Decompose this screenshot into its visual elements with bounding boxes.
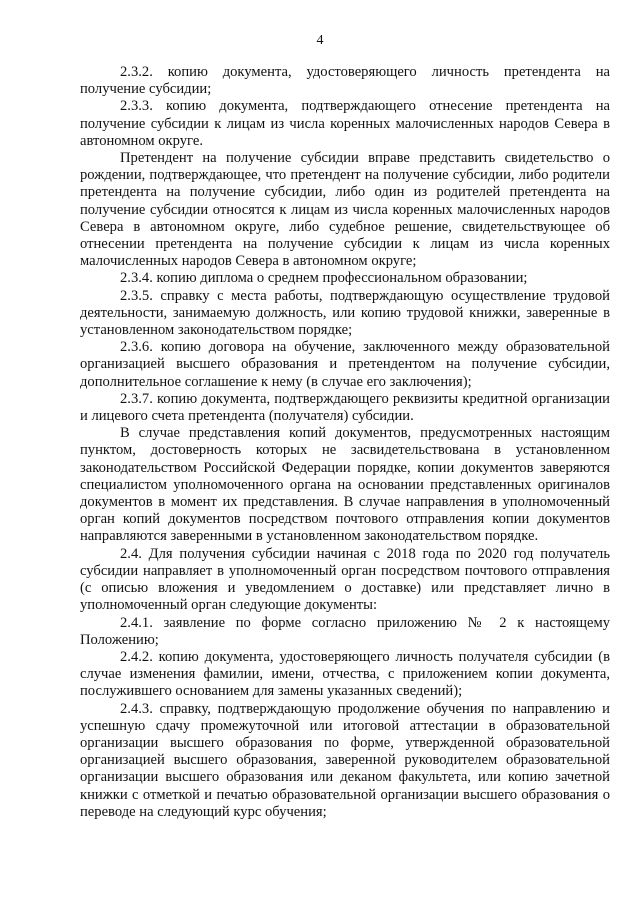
- paragraph-2-4-2: 2.4.2. копию документа, удостоверяющего личность получателя субсидии (в случае изменения фамилии, имени, отчества, с приложением копии документа, послужившего основанием для замены указанных сведений);: [80, 648, 610, 700]
- paragraph-2-4: 2.4. Для получения субсидии начиная с 2018 года по 2020 год получатель субсидии направляет в уполномоченный орган посредством почтового отправления (с описью вложения и уведомлением о доставке) или представляет лично в уполномоченный орган следующие документы:: [80, 545, 610, 614]
- paragraph-2-4-3: 2.4.3. справку, подтверждающую продолжение обучения по направлению и успешную сдачу промежуточной или итоговой аттестации в образовательной организации высшего образования по форме, утвержденной образовательной организацией высшего образования, заверенной руководителем образовательной организации высшего образования или деканом факультета, или копию зачетной книжки с отметкой и печатью образовательной организации высшего образования о переводе на следующий курс обучения;: [80, 700, 610, 820]
- page-number: 4: [316, 33, 324, 48]
- paragraph-2-3-2: 2.3.2. копию документа, удостоверяющего личность претендента на получение субсидии;: [80, 64, 610, 98]
- paragraph-2-3-4: 2.3.4. копию диплома о среднем профессиональном образовании;: [120, 270, 528, 287]
- paragraph-2-4-1: 2.4.1. заявление по форме согласно приложению № 2 к настоящему Положению;: [80, 614, 610, 648]
- paragraph-2-3-3: 2.3.3. копию документа, подтверждающего отнесение претендента на получение субсидии к лицам из числа коренных малочисленных народов Севера в автономном округе.: [80, 98, 610, 149]
- paragraph-2-3-7: 2.3.7. копию документа, подтверждающего реквизиты кредитной организации и лицевого счета претендента (получателя) субсидии.: [80, 390, 610, 425]
- paragraph-copies-certification: В случае представления копий документов, предусмотренных настоящим пунктом, достоверность которых не засвидетельствована в установленном законодательством Российской Федерации порядке, копии документов заверяются специалистом уполномоченного органа на основании представленных оригиналов документов в момент их представления. В случае направления в уполномоченный орган копий документов посредством почтового отправления копии документов направляются заверенными в установленном законодательством порядке.: [80, 425, 610, 545]
- paragraph-2-3-6: 2.3.6. копию договора на обучение, заключенного между образовательной организацией высшего образования и претендентом на получение субсидии, дополнительное соглашение к нему (в случае его заключения);: [80, 339, 610, 390]
- paragraph-birth-certificate: Претендент на получение субсидии вправе представить свидетельство о рождении, подтверждающее, что претендент на получение субсидии, либо родители претендента на получение субсидии, либо один из родителей претендента на получение субсидии относятся к лицам из числа коренных малочисленных народов Севера в автономном округе, либо судебное решение, свидетельствующее об отнесении претендента на получение субсидии к лицам из числа коренных малочисленных народов Севера в автономном округе;: [80, 150, 610, 270]
- document-body: [80, 64, 610, 821]
- paragraph-2-3-5: 2.3.5. справку с места работы, подтверждающую осуществление трудовой деятельности, занимаемую должность, или копию трудовой книжки, заверенные в установленном законодательством порядке;: [80, 287, 610, 339]
